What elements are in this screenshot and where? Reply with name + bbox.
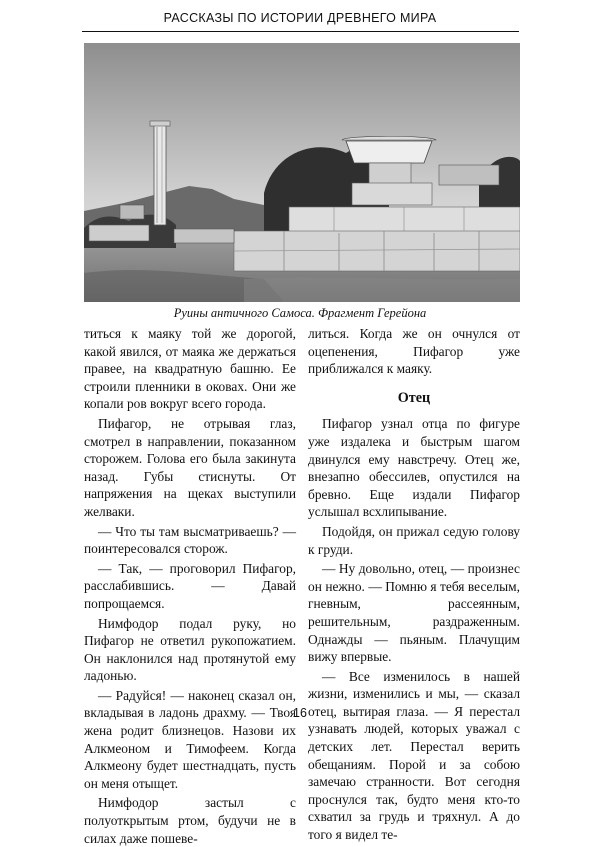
section-heading: Отец [397, 389, 431, 406]
page-number: 16 [293, 706, 307, 720]
running-header: РАССКАЗЫ ПО ИСТОРИИ ДРЕВНЕГО МИРА [163, 11, 437, 25]
header-rule [82, 31, 519, 32]
paragraph: — Все изменилось в нашей жизни, изменились и мы, — сказал отец, вытирая глаза. — Я перестал узнавать людей, которых уважал с детских лет. Перестал верить обещаниям. Порой и за собою замечаю странности. Вот сегодня проснулся так, будто меня кто-то схватил за грудь и тряхнул. А до того я видел те- [308, 668, 520, 843]
paragraph: — Что ты там высматриваешь? — поинтересовался сторож. [84, 523, 296, 557]
ruins-photo [84, 43, 520, 302]
paragraph: Пифагор узнал отца по фигуре уже издалека и быстрым шагом двинулся ему навстречу. Отец же, внезапно обессилев, опустился на бревно. Еще издали Пифагор услышал всхлипывание. [308, 416, 520, 520]
photo-caption: Руины античного Самоса. Фрагмент Герейона [173, 306, 427, 320]
paragraph: титься к маяку той же дорогой, какой явился, от маяка же держаться правее, на квадратную башню. Ее строили пленники в оковах. Они же копали ров вокруг всего города. [84, 326, 296, 412]
right-column [308, 325, 520, 844]
paragraph: — Так, — проговорил Пифагор, расслабившись. — Давай попрощаемся. [84, 560, 296, 611]
paragraph: Нимфодор подал руку, но Пифагор не ответил рукопожатием. Он наклонился над протянутой ему ладонью. [84, 615, 296, 684]
paragraph: Пифагор, не отрывая глаз, смотрел в направлении, показанном сторожем. Голова его была закинута назад. Губы стиснуты. От напряжения на щеках выступили желваки. [84, 415, 296, 519]
paragraph: — Радуйся! — наконец сказал он, вкладывая в ладонь драхму. — Твоя жена родит близнецов. Назови их Алкмеоном и Тимофеем. Когда Алкмеону будет шестнадцать, пусть он меня отыщет. [84, 687, 296, 791]
left-column [84, 325, 296, 847]
paragraph: Нимфодор застыл с полуоткрытым ртом, будучи не в силах даже пошеве- [84, 795, 296, 846]
paragraph: — Ну довольно, отец, — произнес он нежно. — Помню я тебя веселым, гневным, рассеянным, решительным, раздраженным. Однажды — пьяным. Плачущим вижу впервые. [308, 561, 520, 665]
paragraph: литься. Когда же он очнулся от оцепенения, Пифагор уже приближался к маяку. [308, 326, 520, 377]
paragraph: Подойдя, он прижал седую голову к груди. [308, 523, 520, 557]
